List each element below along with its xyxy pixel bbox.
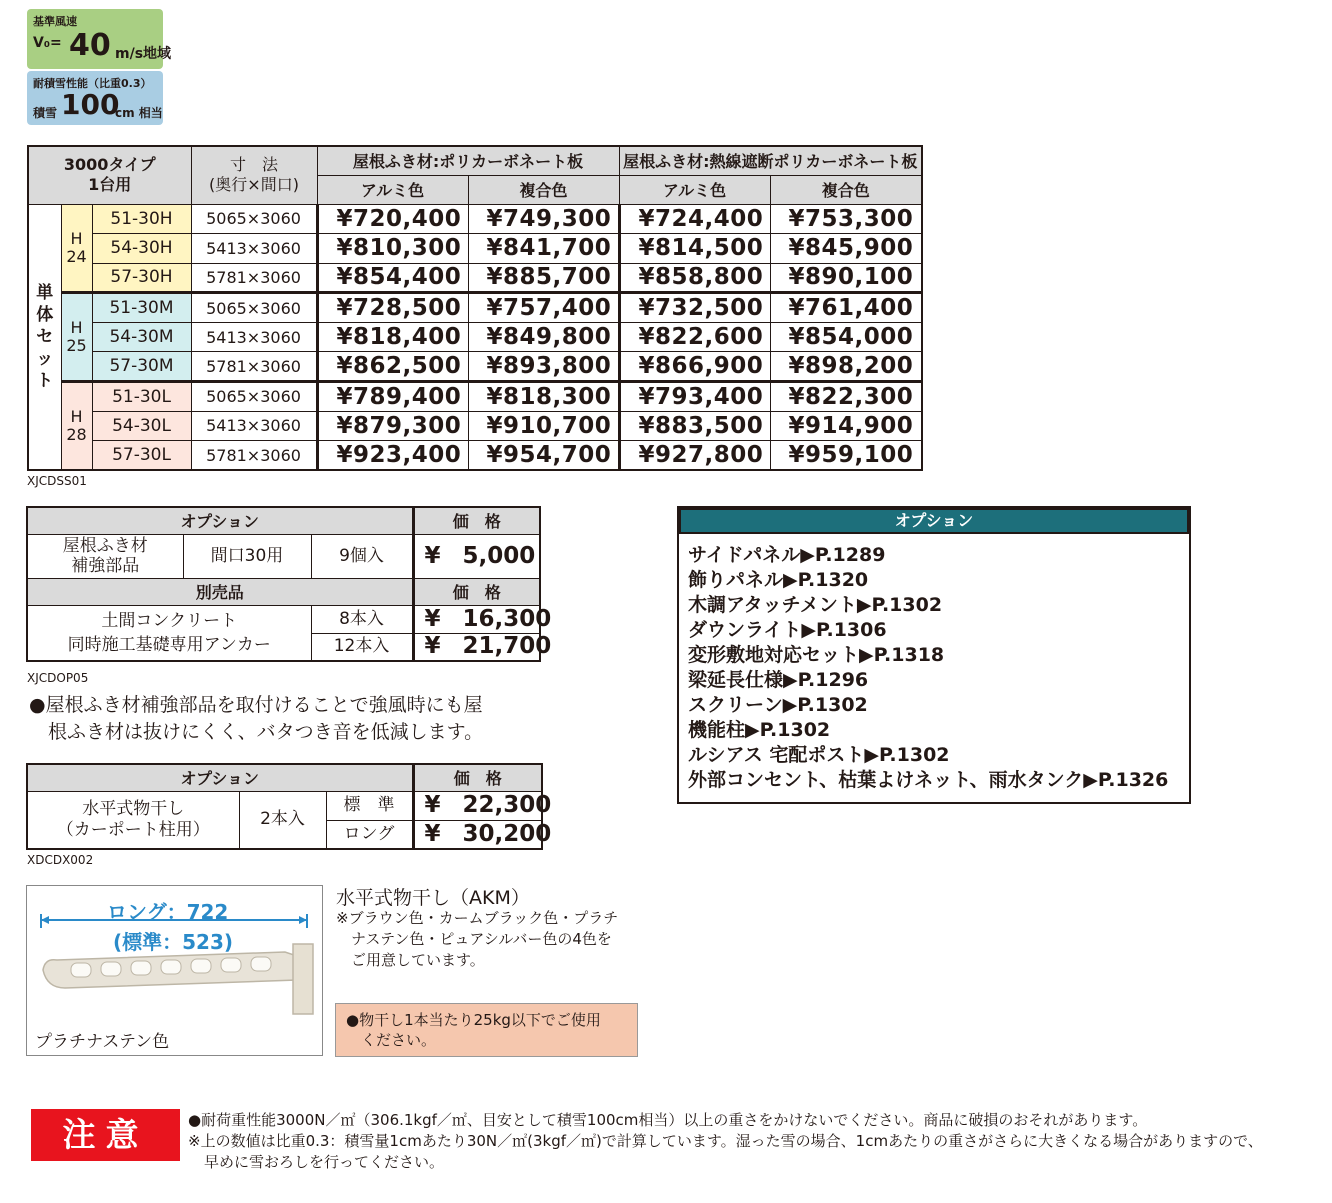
- yen-sign: ¥: [424, 605, 441, 632]
- model-code: 51-30H: [92, 204, 191, 234]
- model-code: 57-30L: [92, 441, 191, 471]
- price-alumi-poly: ¥862,500: [317, 352, 468, 382]
- price-alumi-poly: ¥810,300: [317, 234, 468, 264]
- yen-sign: ¥: [424, 820, 441, 847]
- anchor-price-1: [413, 605, 552, 633]
- wind-speed-badge: [27, 9, 172, 69]
- model-code: 57-30H: [92, 263, 191, 293]
- col-fukugo-2: 複合色: [770, 175, 922, 204]
- reinforce-item-price: [413, 534, 540, 578]
- price-alumi-heat: ¥822,600: [619, 322, 770, 352]
- price-alumi-poly: ¥728,500: [317, 293, 468, 323]
- anchor-price-value-1: 16,300: [462, 605, 552, 632]
- dimension-subtitle: (奥行×間口): [209, 175, 299, 195]
- anchor-qty-1: 8本入: [311, 605, 413, 633]
- main-table-code: XJCDSS01: [27, 474, 87, 488]
- color-label: プラチナステン色: [35, 1032, 170, 1052]
- price-alumi-poly: ¥854,400: [317, 263, 468, 293]
- price-fukugo-poly: ¥849,800: [468, 322, 619, 352]
- type-subtitle: 1台用: [88, 175, 132, 195]
- option-table-reinforce: [26, 506, 552, 662]
- option-reference-item: ダウンライト▶P.1306: [688, 619, 887, 641]
- price-alumi-poly: ¥818,400: [317, 322, 468, 352]
- variant-standard: 標 準: [326, 791, 413, 820]
- dimension-value: 5413×3060: [191, 411, 317, 441]
- main-price-table: [27, 145, 923, 471]
- anchor-qty-2: 12本入: [311, 633, 413, 661]
- dimension-value: 5781×3060: [191, 352, 317, 382]
- anchor-price-value-2: 21,700: [462, 633, 552, 660]
- price-fukugo-heat: ¥959,100: [770, 441, 922, 471]
- price-fukugo-heat: ¥898,200: [770, 352, 922, 382]
- anchor-price-2: [413, 633, 552, 661]
- clothesline-qty: 2本入: [239, 791, 326, 849]
- dimension-value: 5413×3060: [191, 322, 317, 352]
- wind-unit: m/s地域: [115, 46, 172, 62]
- weight-warning: ●物干し1本当たり25kg以下でご使用 ください。: [335, 1003, 638, 1057]
- option-header: オプション: [27, 764, 413, 791]
- price-standard-value: 22,300: [462, 792, 552, 818]
- snow-load-badge: [27, 71, 163, 125]
- price-fukugo-heat: ¥822,300: [770, 382, 922, 412]
- yen-sign: ¥: [424, 542, 441, 569]
- anchor-item-name: 土間コンクリート 同時施工基礎専用アンカー: [27, 605, 311, 661]
- option-reference-item: 梁延長仕様▶P.1296: [688, 669, 869, 691]
- price-alumi-heat: ¥732,500: [619, 293, 770, 323]
- option-reference-item: ルシアス 宅配ポスト▶P.1302: [688, 744, 950, 766]
- reinforce-item-name: 屋根ふき材 補強部品: [27, 534, 183, 578]
- price-header: 価 格: [413, 764, 542, 791]
- price-fukugo-heat: ¥890,100: [770, 263, 922, 293]
- option-reference-item: 飾りパネル▶P.1320: [688, 569, 869, 591]
- price-alumi-heat: ¥814,500: [619, 234, 770, 264]
- wind-value: 40: [69, 28, 111, 63]
- height-group-label: H 25: [61, 293, 92, 382]
- dimension-value: 5065×3060: [191, 293, 317, 323]
- reinforce-price-value: 5,000: [462, 542, 536, 569]
- table-row: [28, 263, 922, 293]
- model-code: 54-30L: [92, 411, 191, 441]
- caution-badge: 注意: [31, 1109, 180, 1161]
- price-alumi-heat: ¥724,400: [619, 204, 770, 234]
- price-fukugo-heat: ¥914,900: [770, 411, 922, 441]
- yen-sign: ¥: [424, 792, 441, 818]
- price-fukugo-poly: ¥841,700: [468, 234, 619, 264]
- clothesline-name: 水平式物干し （カーポート柱用）: [27, 791, 239, 849]
- price-long: [413, 820, 552, 849]
- price-fukugo-poly: ¥954,700: [468, 441, 619, 471]
- table-row: [28, 411, 922, 441]
- group1-header: 屋根ふき材:ポリカーボネート板: [317, 146, 619, 175]
- dimension-header: [191, 146, 317, 204]
- reinforce-note: ●屋根ふき材補強部品を取付けることで強風時にも屋 根ふき材は抜けにくく、バタつき音を低減します。: [29, 694, 484, 743]
- col-alumi-1: アルミ色: [317, 175, 468, 204]
- option-reference-item: 機能柱▶P.1302: [688, 719, 831, 741]
- table-row: [28, 441, 922, 471]
- dimension-value: 5065×3060: [191, 382, 317, 412]
- table-row: [28, 234, 922, 264]
- group2-header: 屋根ふき材:熱線遮断ポリカーボネート板: [619, 146, 922, 175]
- variant-long: ロング: [326, 820, 413, 849]
- snow-value: 100: [61, 88, 120, 121]
- price-fukugo-heat: ¥854,000: [770, 322, 922, 352]
- option-reference-list: [679, 534, 1189, 793]
- col-alumi-2: アルミ色: [619, 175, 770, 204]
- table-row: [28, 204, 922, 234]
- option-reference-item: スクリーン▶P.1302: [688, 694, 868, 716]
- price-fukugo-poly: ¥757,400: [468, 293, 619, 323]
- product-image-box: [26, 885, 323, 1056]
- table-row: [28, 322, 922, 352]
- reinforce-item-qty: 9個入: [311, 534, 413, 578]
- price-alumi-heat: ¥858,800: [619, 263, 770, 293]
- snow-label: 耐積雪性能（比重0.3）: [33, 77, 152, 90]
- long-dimension-label: ロング：722: [107, 900, 229, 924]
- price-header: 価 格: [413, 507, 540, 534]
- price-alumi-heat: ¥883,500: [619, 411, 770, 441]
- option-table2-code: XDCDX002: [27, 853, 94, 867]
- option-reference-title: オプション: [679, 508, 1189, 534]
- price-fukugo-heat: ¥753,300: [770, 204, 922, 234]
- model-code: 57-30M: [92, 352, 191, 382]
- option-reference-item: 木調アタッチメント▶P.1302: [688, 594, 943, 616]
- price-fukugo-heat: ¥761,400: [770, 293, 922, 323]
- price-alumi-heat: ¥927,800: [619, 441, 770, 471]
- price-alumi-poly: ¥720,400: [317, 204, 468, 234]
- option-reference-item: サイドパネル▶P.1289: [688, 544, 886, 566]
- height-group-label: H 28: [61, 382, 92, 471]
- option-table-clothesline: [26, 763, 552, 850]
- single-set-label: 単 体 セ ッ ト: [28, 204, 61, 470]
- wind-label: 基準風速: [33, 15, 77, 28]
- wind-prefix: V₀=: [33, 35, 62, 51]
- price-header-2: 価 格: [413, 578, 540, 605]
- col-fukugo-1: 複合色: [468, 175, 619, 204]
- model-code: 51-30M: [92, 293, 191, 323]
- type-header: [28, 146, 191, 204]
- table-row: [28, 293, 922, 323]
- price-alumi-heat: ¥793,400: [619, 382, 770, 412]
- price-alumi-poly: ¥789,400: [317, 382, 468, 412]
- dimension-value: 5413×3060: [191, 234, 317, 264]
- model-code: 54-30H: [92, 234, 191, 264]
- yen-sign: ¥: [424, 633, 441, 660]
- clothesline-illustration: [35, 914, 315, 1034]
- price-fukugo-poly: ¥818,300: [468, 382, 619, 412]
- price-standard: [413, 791, 552, 820]
- notice-line-3: 早めに雪おろしを行ってください。: [204, 1153, 445, 1171]
- reinforce-item-spec: 間口30用: [183, 534, 311, 578]
- option-reference-box: [677, 506, 1191, 804]
- option-reference-item: 変形敷地対応セット▶P.1318: [688, 644, 945, 666]
- product-color-note: ※ブラウン色・カームブラック色・プラチ ナステン色・ピュアシルバー色の4色を ご用意しています。: [336, 909, 619, 969]
- option-header: オプション: [27, 507, 413, 534]
- price-alumi-poly: ¥879,300: [317, 411, 468, 441]
- dimension-value: 5781×3060: [191, 263, 317, 293]
- table-row: [28, 352, 922, 382]
- snow-prefix: 積雪: [33, 106, 58, 120]
- price-alumi-heat: ¥866,900: [619, 352, 770, 382]
- option-reference-item: 外部コンセント、枯葉よけネット、雨水タンク▶P.1326: [688, 769, 1169, 791]
- price-fukugo-poly: ¥885,700: [468, 263, 619, 293]
- dimension-value: 5065×3060: [191, 204, 317, 234]
- table-row: [28, 382, 922, 412]
- standard-dimension-label: (標準：523): [113, 930, 234, 954]
- notice-line-1: ●耐荷重性能3000N／㎡（306.1kgf／㎡、目安として積雪100cm相当）以上の重さをかけないでください。商品に破損のおそれがあります。: [188, 1111, 1148, 1129]
- height-group-label: H 24: [61, 204, 92, 293]
- dimension-value: 5781×3060: [191, 441, 317, 471]
- price-fukugo-poly: ¥749,300: [468, 204, 619, 234]
- price-long-value: 30,200: [462, 820, 552, 847]
- product-title: 水平式物干し（AKM）: [336, 887, 530, 909]
- price-alumi-poly: ¥923,400: [317, 441, 468, 471]
- model-code: 54-30M: [92, 322, 191, 352]
- price-fukugo-poly: ¥910,700: [468, 411, 619, 441]
- price-fukugo-heat: ¥845,900: [770, 234, 922, 264]
- type-title: 3000タイプ: [63, 155, 156, 175]
- dimension-title: 寸 法: [229, 155, 278, 175]
- price-fukugo-poly: ¥893,800: [468, 352, 619, 382]
- separate-sale-header: 別売品: [27, 578, 413, 605]
- option-table1-code: XJCDOP05: [27, 671, 89, 685]
- model-code: 51-30L: [92, 382, 191, 412]
- notice-line-2: ※上の数値は比重0.3：積雪量1cmあたり30N／㎡(3kgf／㎡)で計算しています。湿った雪の場合、1cmあたりの重さがさらに大きくなる場合がありますので、: [188, 1132, 1263, 1150]
- snow-unit: cm 相当: [115, 106, 163, 120]
